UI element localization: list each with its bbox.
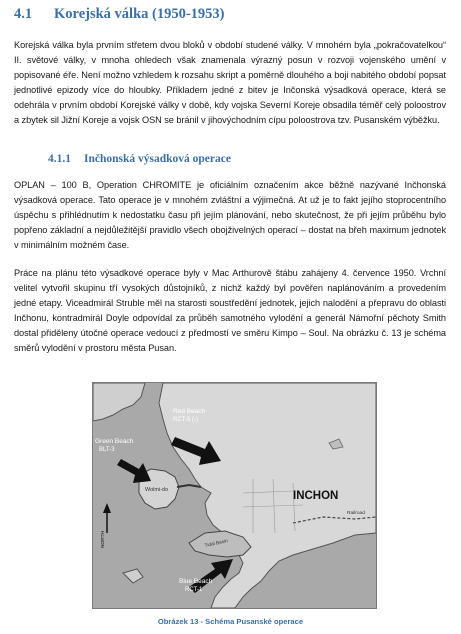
wolmido-label: Wolmi-do xyxy=(145,487,169,493)
paragraph-planning: Práce na plánu této výsadkové operace byly v Mac Arthurově štábu zahájeny 4. července 1950. Vrchní velitel vytvořil skupinu tří vysokých důstojníků, z nichž každý byl pověřen naplánováním a provedením jedné etapy. Viceadmirál Struble měl na starosti soustředění jednotek, jejich nalodění a přepravu do oblasti Inčhonu, kontradmirál Doyle odpovídal za průběh samotného vylodění a generál Námořní pěchoty Smith dostal přiděleny útočné operace vedoucí z předmostí ve směru Kimpo – Soul. Na obrázku č. 13 je schéma směrů vylodění v prostoru města Pusan. xyxy=(14,268,446,353)
green-beach-code: BLT-3 xyxy=(99,447,115,453)
section-heading xyxy=(14,6,225,23)
north-arrow xyxy=(103,503,111,533)
red-beach-code: RCT-5 (-) xyxy=(173,417,198,423)
paragraph-intro: Korejská válka byla prvním střetem dvou bloků v období studené války. V mnohém byla „pokračovatelkou“ II. světové války, v mnoha ohledech však znamenala výrazný posun v rozvoji vojenského umění v popisované éře. Není možno vzhledem k rozsahu skript a poměrně dlouhého a boji nabitého období popsat jednotlivé epizody více do hloubky. Příkladem jedné z bitev je Inčonská výsadková operace, která se odehrála v prvním období Korejské války v době, kdy vojska Severní Koreje obsadila téměř celý poloostrov a zbytek sil Jižní Koreje a vojsk OSN se bránil v jihovýchodním cípu poloostrova tzv. Pusanském výběžku. xyxy=(14,40,446,125)
inchon-label: INCHON xyxy=(293,490,339,502)
railroad-label: Railroad xyxy=(347,511,365,516)
inchon-map xyxy=(93,383,376,608)
green-beach-label: Green Beach xyxy=(95,438,134,445)
paragraph-operation: OPLAN – 100 B, Operation CHROMITE je oficiálním označením akce běžně nazývané Inčhonská výsadková operace. Tato operace je v mnohém zvláštní a výjimečná. At už je to fakt jejího stoprocentního úspěchu s přihlédnutím k nedostatku času při jejím plánování, nebo skutečnost, že při jejím průběhu bylo popřeno základní a nejdůležitější pravidlo všech obojživelných operací – dostat na břeh maximum jednotek v minimálním možném čase. xyxy=(14,180,446,250)
red-beach-label: Red Beach xyxy=(173,408,206,415)
subsection-title: Inčhonská výsadková operace xyxy=(84,153,231,165)
subsection-heading xyxy=(48,153,231,165)
west-coast-land xyxy=(93,383,145,421)
green-beach-arrow xyxy=(117,459,151,483)
tidal-basin-label: Tidal Basin xyxy=(204,539,229,549)
causeway xyxy=(177,485,201,487)
small-island xyxy=(123,569,143,583)
subsection-number: 4.1.1 xyxy=(48,153,71,165)
north-label: NORTH xyxy=(101,531,106,548)
inchon-map-figure xyxy=(92,382,377,609)
figure-caption: Obrázek 13 - Schéma Pusanské operace xyxy=(157,617,304,626)
blue-beach-code: RCT-1 xyxy=(185,587,203,593)
section-title: Korejská válka (1950-1953) xyxy=(54,6,225,22)
blue-beach-label: Blue Beach xyxy=(179,578,213,585)
section-number: 4.1 xyxy=(14,6,33,22)
